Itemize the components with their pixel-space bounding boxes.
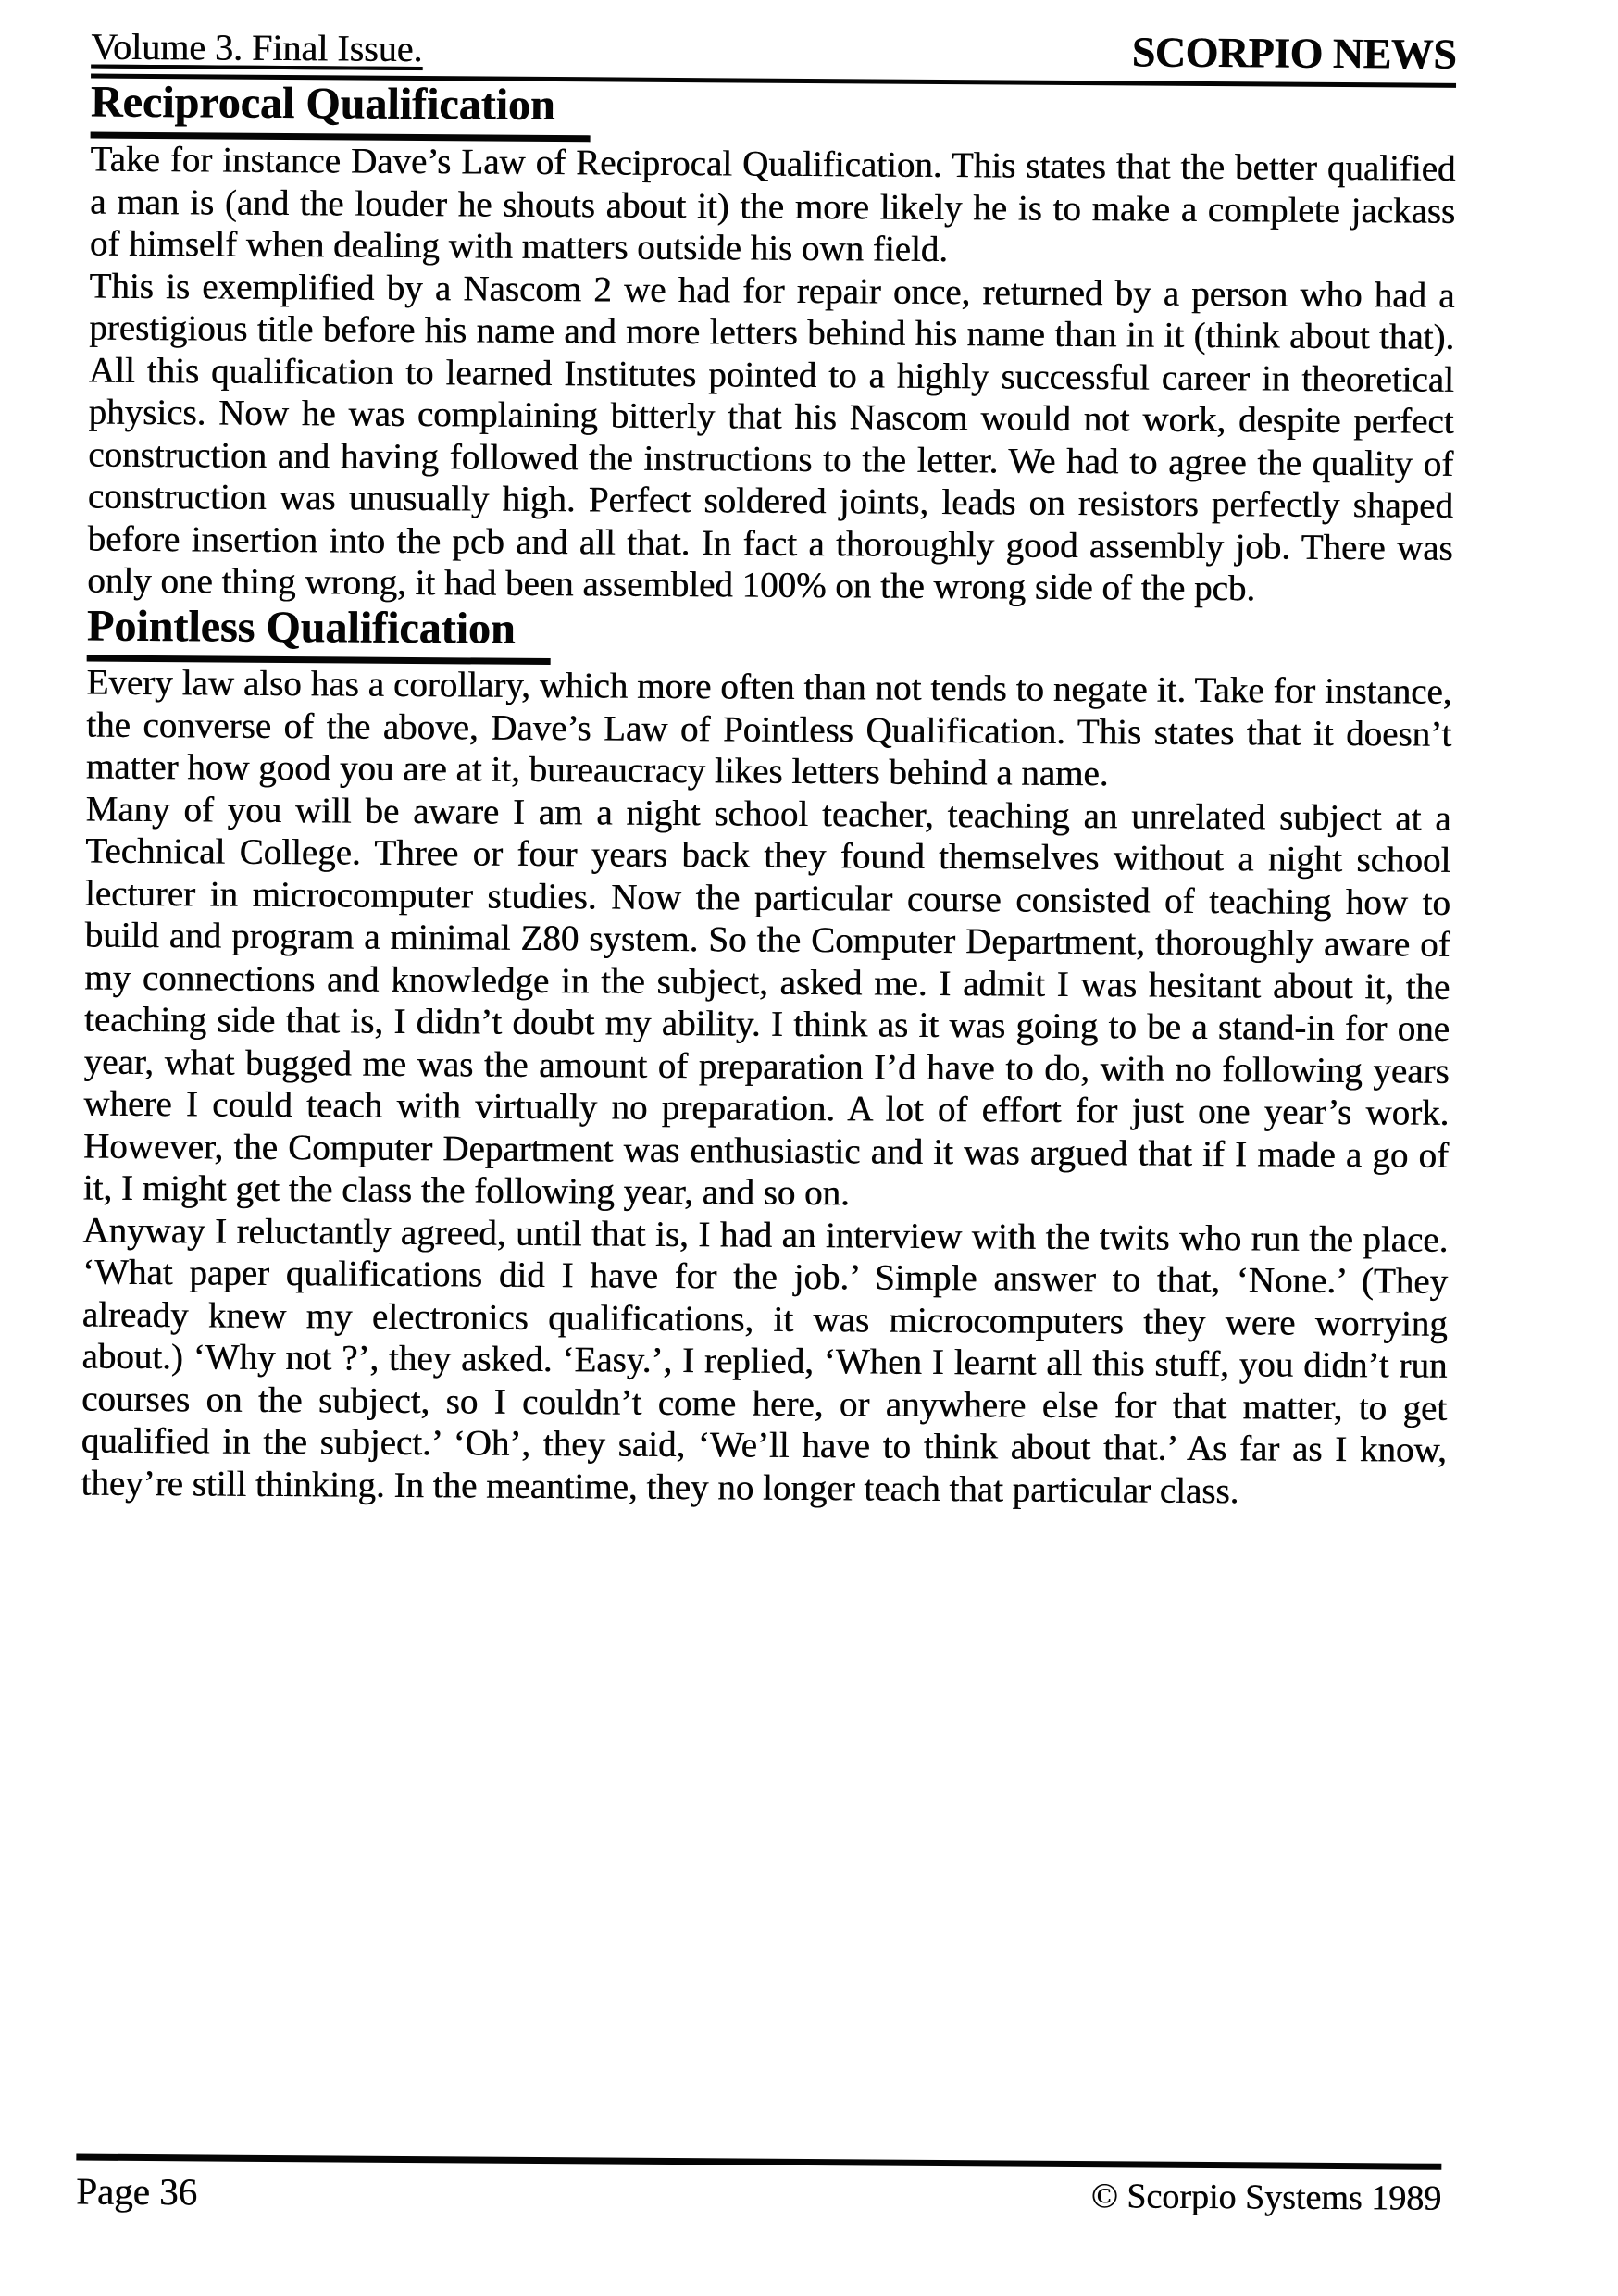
paragraph: Many of you will be aware I am a night school teacher, teaching an unrelated subject at a Technical College. Three or four years back they found themselves without a night school lecturer in microcomputer studies. Now the particular course consisted of teaching how to build and program a minimal Z80 system. So the Computer Department, thoroughly aware of my connections and knowledge in the subject, asked me. I admit I was hesitant about it, the teaching side that is, I didn’t doubt my ability. I think as it was going to be a stand-in for one year, what bugged me was the amount of preparation I’d have to do, with no following years where I could teach with virtually no preparation. A lot of effort for just one year’s work. However, the Computer Department was enthusiastic and it was argued that if I made a go of it, I might get the class the following year, and so on. — [82, 789, 1451, 1214]
newsletter-title: SCORPIO NEWS — [1131, 28, 1457, 78]
paragraph: Anyway I reluctantly agreed, until that is, I had an interview with the twits who run the place. ‘What paper qualifications did I have for the job.’ Simple answer to that, ‘None.’ (They already knew my electronics qualifications, it was microcomputers they were worrying about.) ‘Why not ?’, they asked. ‘Easy.’, I replied, ‘When I learnt all this stuff, you didn’t run courses on the subject, so I couldn’t come here, or anywhere else for that matter, to get qualified in the subject.’ ‘Oh’, they said, ‘We’ll have to think about that.’ As far as I know, they’re still thinking. In the meantime, they no longer teach that particular class. — [81, 1210, 1449, 1512]
volume-issue-label: Volume 3. Final Issue. — [91, 25, 423, 70]
section-reciprocal-qualification — [87, 79, 1456, 612]
section-pointless-qualification — [81, 602, 1452, 1514]
copyright-notice: © Scorpio Systems 1989 — [1090, 2177, 1442, 2218]
heading-reciprocal-qualification: Reciprocal Qualification — [91, 79, 591, 143]
paragraph: Every law also has a corollary, which more often than not tends to negate it. Take for instance, the converse of the above, Dave’s Law of Pointless Qualification. This states that it doesn’t matter how good you are at it, bureaucracy likes letters behind a name. — [85, 662, 1452, 794]
page-footer — [76, 2154, 1441, 2223]
page-content — [81, 23, 1456, 1515]
paragraph: Take for instance Dave’s Law of Reciprocal Qualification. This states that the better qualified a man is (and the louder he shouts about it) the more likely he is to make a complete jackass of himself when dealing with matters outside his own field. — [89, 139, 1456, 270]
heading-pointless-qualification: Pointless Qualification — [87, 602, 551, 665]
page-number: Page 36 — [75, 2169, 198, 2214]
paragraph: This is exemplified by a Nascom 2 we had for repair once, returned by a person who had a prestigious title before his name and more letters behind his name than in it (think about that). All this qualification to learned Institutes pointed to a highly successful career in theoretical physics. Now he was complaining bitterly that his Nascom would not work, despite perfect construction and having followed the instructions to the letter. We had to agree the quality of construction was unusually high. Perfect soldered joints, leads on resistors perfectly shaped before insertion into the pcb and all that. In fact a thoroughly good assembly job. There was only one thing wrong, it had been assembled 100% on the wrong side of the pcb. — [87, 266, 1455, 609]
